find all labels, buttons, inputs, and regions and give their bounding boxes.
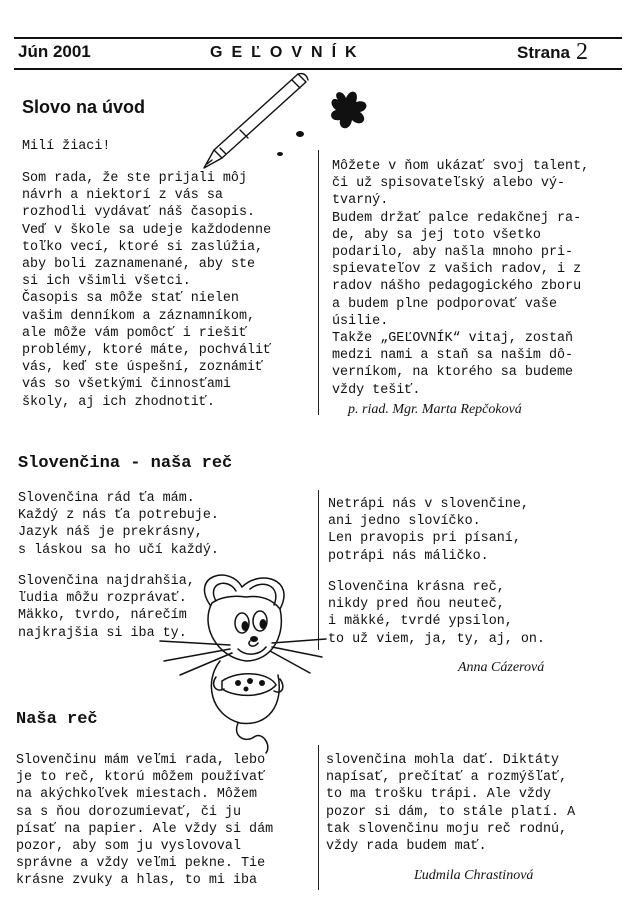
text-line: aby boli zaznamenané, aby ste (22, 257, 256, 273)
poem-line: Každý z nás ťa potrebuje. (18, 508, 219, 524)
article1-right-column (332, 158, 589, 399)
poem-stanza-4 (328, 579, 545, 648)
text-line: a budem plne podporovať vaše (332, 296, 557, 312)
text-line: Budem držať palce redakčnej ra- (332, 210, 582, 226)
text-line: si ich všimli všetci. (22, 274, 191, 290)
column-divider (318, 745, 319, 890)
greeting: Milí žiaci! (22, 139, 111, 154)
article-heading-slovencina-nasa-rec: Slovenčina - naša reč (18, 454, 233, 473)
page-number: 2 (576, 39, 588, 65)
article1-left-column (22, 170, 271, 411)
poem-line: potrápi nás máličko. (328, 548, 489, 564)
signature-reporcokova: p. riad. Mgr. Marta Repčoková (348, 402, 522, 417)
text-line: tak slovenčinu moju reč rodnú, (326, 821, 568, 837)
poem-line: to už viem, ja, ty, aj, on. (328, 631, 545, 647)
article3-left-column (16, 752, 273, 890)
article-heading-slovo-na-uvod: Slovo na úvod (22, 97, 146, 117)
text-line: vás so všetkými činnosťami (22, 377, 231, 393)
text-line: problémy, ktoré máte, pochváliť (22, 343, 272, 359)
issue-date: Jún 2001 (18, 42, 91, 61)
poem-stanza-3 (328, 496, 529, 565)
header-top-rule (14, 37, 622, 39)
poem-line: Slovenčina najdrahšia, (18, 574, 195, 589)
text-line: vašim denníkom a záznamníkom, (22, 308, 256, 324)
poem-line: Len pravopis pri písaní, (328, 531, 521, 547)
poem-line: Netrápi nás v slovenčine, (328, 497, 529, 512)
text-line: sa s ňou dorozumievať, či ju (16, 804, 241, 820)
poem-line: ani jedno slovíčko. (328, 514, 481, 530)
text-line: Slovenčinu mám veľmi rada, lebo (16, 753, 266, 768)
poem-line: Slovenčina krásna reč, (328, 580, 505, 595)
text-line: verníkom, na ktorého sa budeme (332, 365, 574, 381)
text-line: vždy rada budem mať. (326, 839, 487, 855)
text-line: Môžete v ňom ukázať svoj talent, (332, 159, 590, 174)
mouse-illustration (150, 565, 330, 755)
article-heading-nasa-rec: Naša reč (16, 710, 98, 729)
text-line: úsilie. (332, 313, 389, 329)
text-line: na akýchkoľvek miestach. Môžem (16, 787, 258, 803)
text-line: podarilo, aby našla mnoho pri- (332, 245, 574, 261)
poem-stanza-1 (18, 490, 219, 559)
text-line: či už spisovateľský alebo vý- (332, 176, 566, 192)
text-line: krásne zvuky a hlas, to mi iba (16, 873, 258, 889)
text-line: pozor si dám, to stále platí. A (326, 804, 576, 820)
text-line: slovenčina mohla dať. Diktáty (326, 753, 560, 768)
signature-cazerova: Anna Cázerová (458, 660, 545, 675)
text-line: správne a vždy veľmi pekne. Tie (16, 856, 266, 872)
text-line: návrh a niektorí z vás sa (22, 188, 223, 204)
text-line: písať na papier. Ale vždy si dám (16, 821, 274, 837)
text-line: napísať, prečítať a rozmýšľať, (326, 770, 568, 786)
poem-line: najkrajšia si iba ty. (18, 625, 187, 641)
text-line: je to reč, ktorú môžem používať (16, 770, 266, 786)
text-line: rozhodli vydávať náš časopis. (22, 205, 256, 221)
text-line: toľko vecí, ktoré si zaslúžia, (22, 239, 264, 255)
signature-chrastinova: Ľudmila Chrastinová (414, 868, 534, 883)
text-line: spievateľov z vašich radov, i z (332, 262, 582, 278)
text-line: to ma trošku trápi. Ale vždy (326, 787, 551, 803)
column-divider (318, 150, 319, 415)
pen-illustration (180, 70, 380, 180)
text-line: tvarný. (332, 193, 389, 209)
article3-right-column (326, 752, 575, 855)
text-line: de, aby sa jej toto všetko (332, 227, 541, 243)
text-line: ale môže vám pomôcť i riešiť (22, 325, 247, 341)
text-line: medzi nami a staň sa našim dô- (332, 348, 574, 364)
poem-line: ľudia môžu rozprávať. (18, 591, 187, 607)
poem-line: Jazyk náš je prekrásny, (18, 525, 203, 541)
text-line: Takže „GEĽOVNÍK“ vitaj, zostaň (332, 331, 574, 347)
text-line: Som rada, že ste prijali môj (22, 171, 247, 186)
poem-line: Mäkko, tvrdo, nárečím (18, 608, 187, 624)
text-line: pozor, aby som ju vyslovoval (16, 839, 241, 855)
text-line: vás, keď ste úspešní, zoznámiť (22, 360, 264, 376)
poem-line: nikdy pred ňou neuteč, (328, 597, 505, 613)
text-line: vždy tešiť. (332, 382, 421, 398)
magazine-title: GEĽOVNÍK (210, 44, 366, 61)
text-line: radov nášho pedagogického zboru (332, 279, 582, 295)
poem-line: s láskou sa ho učí každý. (18, 542, 219, 558)
text-line: Veď v škole sa udeje každodenne (22, 222, 272, 238)
poem-line: i mäkké, tvrdé ypsilon, (328, 614, 513, 630)
poem-line: Slovenčina rád ťa mám. (18, 491, 195, 506)
text-line: Časopis sa môže stať nielen (22, 291, 239, 307)
page-label: Strana (517, 43, 570, 62)
text-line: školy, aj ich zhodnotiť. (22, 394, 215, 410)
